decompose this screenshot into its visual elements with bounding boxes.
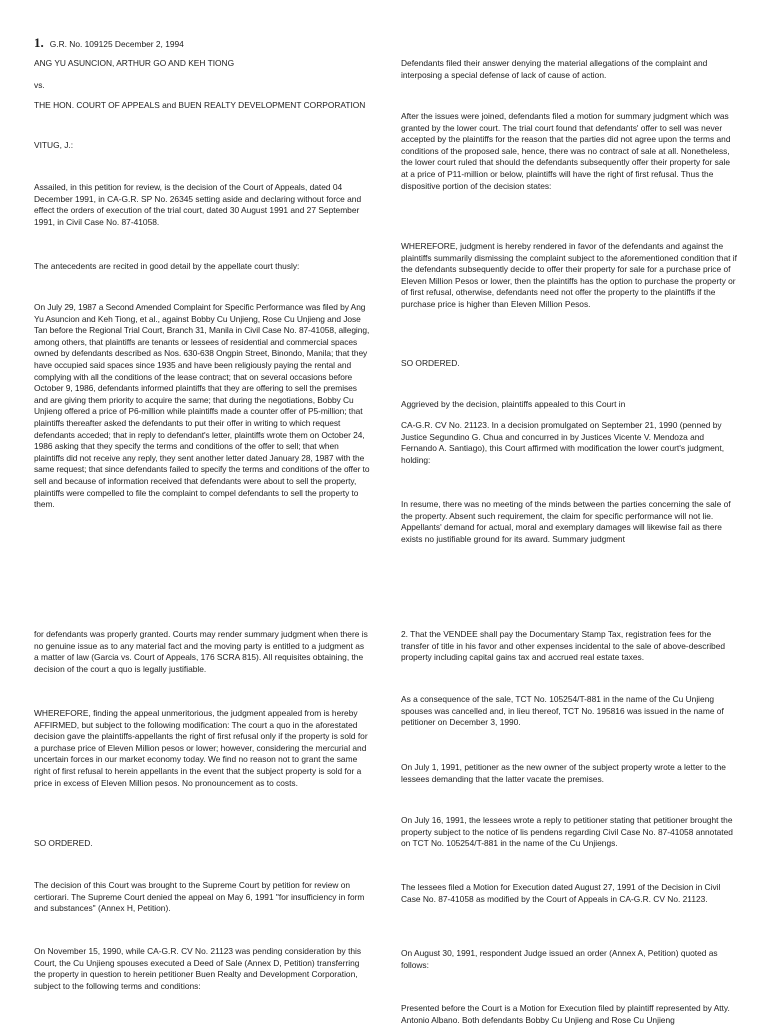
case-citation: G.R. No. 109125 December 2, 1994 xyxy=(49,39,184,49)
paragraph: Defendants filed their answer denying the material allegations of the complaint and interposing a special defense of lack of cause of action. xyxy=(401,58,708,80)
ponente: VITUG, J.: xyxy=(34,140,74,150)
paragraph: The lessees filed a Motion for Execution dated August 27, 1991 of the Decision in Civil Case No. 87-41058 as modified by the Court of Appeals in CA-G.R. CV No. 21123. xyxy=(401,882,721,904)
paragraph: Assailed, in this petition for review, is the decision of the Court of Appeals, dated 04 December 1991, in CA-G.R. SP No. 26345 setting aside and declaring without force and effect the orders of execution of the trial court, dated 30 August 1991 and 27 September 1991, in Civil Case No. 87-41058. xyxy=(34,182,362,227)
paragraph: After the issues were joined, defendants filed a motion for summary judgment which was granted by the lower court. The trial court found that defendants' offer to sell was never accepted by the plaintiffs for the reason that the parties did not agree upon the terms and conditions of the proposed sale, hence, there was no contract of sale at all. Nonetheless, the lower court ruled that should the defendants subsequently offer their property for sale at a price of P11-million or below, plaintiffs will have the right of first refusal. Thus the dispositive portion of the decision states: xyxy=(401,111,731,191)
paragraph: SO ORDERED. xyxy=(34,838,93,848)
paragraph: Presented before the Court is a Motion for Execution filed by plaintiff represented by Atty. Antonio Albano. Both defendants Bobby Cu Unjieng and Rose Cu Unjieng xyxy=(401,1003,730,1025)
paragraph: On August 30, 1991, respondent Judge issued an order (Annex A, Petition) quoted as follows: xyxy=(401,948,718,970)
paragraph: WHEREFORE, judgment is hereby rendered in favor of the defendants and against the plaintiffs summarily dismissing the complaint subject to the aforementioned condition that if the defendants subsequently decide to offer their property for sale for a purchase price of Eleven Million Pesos or lower, then the plaintiffs has the option to purchase the property or of first refusal, otherwise, defendants need not offer the property to the plaintiffs if the purchase price is higher than Eleven Million Pesos. xyxy=(401,241,737,309)
paragraph: CA-G.R. CV No. 21123. In a decision promulgated on September 21, 1990 (penned by Justice Segundino G. Chua and concurred in by Justices Vicente V. Mendoza and Fernando A. Santiago), this Court affirmed with modification the lower court's judgment, holding: xyxy=(401,420,725,465)
paragraph: Aggrieved by the decision, plaintiffs appealed to this Court in xyxy=(401,399,626,409)
paragraph: 2. That the VENDEE shall pay the Documentary Stamp Tax, registration fees for the transfer of title in his favor and other expenses incidental to the sale of above-described property including capital gains tax and accrued real estate taxes. xyxy=(401,629,726,663)
respondents: THE HON. COURT OF APPEALS and BUEN REALTY DEVELOPMENT CORPORATION xyxy=(34,100,366,110)
paragraph: On July 16, 1991, the lessees wrote a reply to petitioner stating that petitioner brought the property subject to the notice of lis pendens regarding Civil Case No. 87-41058 annotated on TCT No. 105254/T-881 in the name of the Cu Unjiengs. xyxy=(401,815,733,849)
paragraph: The decision of this Court was brought to the Supreme Court by petition for review on certiorari. The Supreme Court denied the appeal on May 6, 1991 "for insufficiency in form and substances" (Annex H, Petition). xyxy=(34,880,365,914)
paragraph: In resume, there was no meeting of the minds between the parties concerning the sale of the property. Absent such requirement, the claim for specific performance will not lie. Appellants' demand for actual, moral and exemplary damages will likewise fail as there exists no justifiable ground for its award. Summary judgment xyxy=(401,499,731,544)
paragraph: On November 15, 1990, while CA-G.R. CV No. 21123 was pending consideration by this Court, the Cu Unjieng spouses executed a Deed of Sale (Annex D, Petition) transferring the property in question to herein petitioner Buen Realty and Development Corporation, subject to the following terms and conditions: xyxy=(34,946,362,991)
paragraph: The antecedents are recited in good detail by the appellate court thusly: xyxy=(34,261,300,271)
paragraph: SO ORDERED. xyxy=(401,358,460,368)
paragraph: WHEREFORE, finding the appeal unmeritorious, the judgment appealed from is hereby AFFIRMED, but subject to the following modification: The court a quo in the aforestated decision gave the plaintiffs-appellants the right of first refusal only if the property is sold for a purchase price of Eleven Million pesos or lower; however, considering the mercurial and uncertain forces in our market economy today. We find no reason not to grant the same right of first refusal to herein appellants in the event that the subject property is sold for a price in excess of Eleven Million pesos. No pronouncement as to costs. xyxy=(34,708,368,788)
paragraph: On July 1, 1991, petitioner as the new owner of the subject property wrote a letter to the lessees demanding that the latter vacate the premises. xyxy=(401,762,726,784)
petitioners: ANG YU ASUNCION, ARTHUR GO AND KEH TIONG xyxy=(34,58,235,68)
case-citation-line xyxy=(34,37,370,51)
paragraph: As a consequence of the sale, TCT No. 105254/T-881 in the name of the Cu Unjieng spouses was cancelled and, in lieu thereof, TCT No. 195816 was issued in the name of petitioner on December 3, 1990. xyxy=(401,694,724,728)
case-number: 1. xyxy=(34,35,44,50)
paragraph: On July 29, 1987 a Second Amended Complaint for Specific Performance was filed by Ang Yu Asuncion and Keh Tiong, et al., against Bobby Cu Unjieng, Rose Cu Unjieng and Jose Tan before the Regional Trial Court, Branch 31, Manila in Civil Case No. 87-41058, alleging, among others, that plaintiffs are tenants or lessees of residential and commercial spaces owned by defendants described as Nos. 630-638 Ongpin Street, Binondo, Manila; that they have occupied said spaces since 1935 and have been religiously paying the rental and complying with all the conditions of the lease contract; that on several occasions before October 9, 1986, defendants informed plaintiffs that they are offering to sell the premises and are giving them priority to acquire the same; that during the negotiations, Bobby Cu Unjieng offered a price of P6-million while plaintiffs made a counter offer of P5-million; that plaintiffs thereafter asked the defendants to put their offer in writing to which request defendants acceded; that in reply to defendant's letter, plaintiffs wrote them on October 24, 1986 asking that they specify the terms and conditions of the offer to sell; that when plaintiffs did not receive any reply, they sent another letter dated January 28, 1987 with the same request; that since defendants failed to specify the terms and conditions of the offer to sell and because of information received that defendants were about to sell the property, plaintiffs were compelled to file the complaint to compel defendants to sell the property to them. xyxy=(34,302,370,510)
versus: vs. xyxy=(34,80,45,90)
paragraph: for defendants was properly granted. Courts may render summary judgment when there is no genuine issue as to any material fact and the moving party is entitled to a judgment as a matter of law (Garcia vs. Court of Appeals, 176 SCRA 815). All requisites obtaining, the decision of the court a quo is legally justifiable. xyxy=(34,629,368,674)
